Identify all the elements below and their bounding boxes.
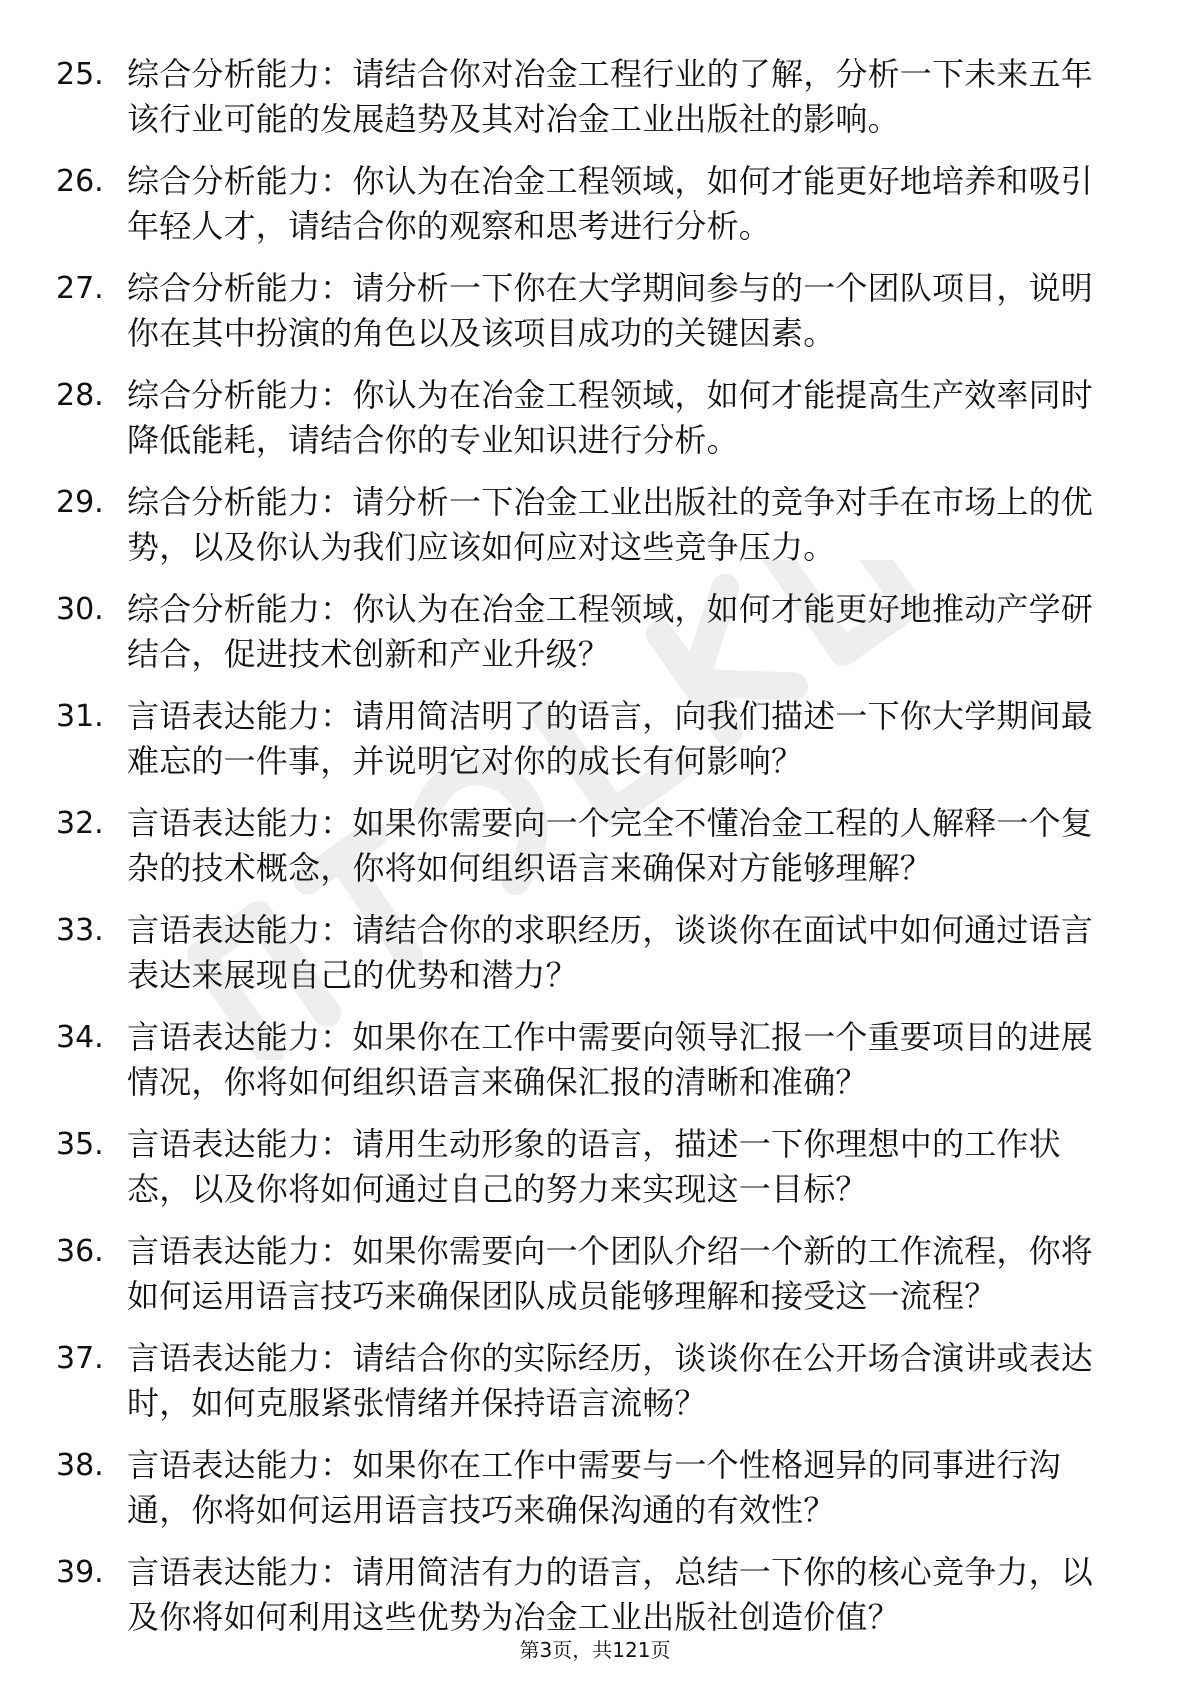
- question-number: 38.: [56, 1448, 104, 1483]
- question-item: [0, 1122, 1190, 1212]
- question-item: [0, 1550, 1190, 1640]
- question-item: [0, 587, 1190, 677]
- question-item: [0, 266, 1190, 356]
- question-item: [0, 373, 1190, 463]
- question-item: [0, 801, 1190, 891]
- question-number: 28.: [56, 378, 104, 413]
- question-number: 34.: [56, 1020, 104, 1055]
- question-item: [0, 52, 1190, 142]
- question-number: 35.: [56, 1127, 104, 1162]
- question-item: [0, 1336, 1190, 1426]
- question-text: 综合分析能力：你认为在冶金工程领域，如何才能提高生产效率同时降低能耗，请结合你的专业知识进行分析。: [127, 376, 1094, 459]
- question-item: [0, 159, 1190, 249]
- question-text: 综合分析能力：你认为在冶金工程领域，如何才能更好地推动产学研结合，促进技术创新和产业升级？: [127, 590, 1094, 673]
- question-number: 36.: [56, 1234, 104, 1269]
- question-number: 32.: [56, 806, 104, 841]
- question-number: 29.: [56, 485, 104, 520]
- question-text: 言语表达能力：请用简洁有力的语言，总结一下你的核心竞争力，以及你将如何利用这些优势为冶金工业出版社创造价值？: [127, 1553, 1094, 1636]
- question-text: 言语表达能力：如果你需要向一个完全不懂冶金工程的人解释一个复杂的技术概念，你将如何组织语言来确保对方能够理解？: [127, 804, 1094, 887]
- question-text: 综合分析能力：你认为在冶金工程领域，如何才能更好地培养和吸引年轻人才，请结合你的观察和思考进行分析。: [127, 162, 1094, 245]
- question-text: 言语表达能力：请用生动形象的语言，描述一下你理想中的工作状态，以及你将如何通过自己的努力来实现这一目标？: [127, 1125, 1061, 1208]
- question-text: 言语表达能力：如果你在工作中需要向领导汇报一个重要项目的进展情况，你将如何组织语言来确保汇报的清晰和准确？: [127, 1018, 1094, 1101]
- question-list: [0, 52, 1190, 1657]
- question-text: 综合分析能力：请结合你对冶金工程行业的了解，分析一下未来五年该行业可能的发展趋势及其对冶金工业出版社的影响。: [127, 55, 1094, 138]
- question-number: 27.: [56, 271, 104, 306]
- question-text: 言语表达能力：请结合你的求职经历，谈谈你在面试中如何通过语言表达来展现自己的优势和潜力？: [127, 911, 1094, 994]
- question-text: 综合分析能力：请分析一下你在大学期间参与的一个团队项目，说明你在其中扮演的角色以及该项目成功的关键因素。: [127, 269, 1094, 352]
- question-text: 综合分析能力：请分析一下冶金工业出版社的竞争对手在市场上的优势，以及你认为我们应该如何应对这些竞争压力。: [127, 483, 1094, 566]
- question-item: [0, 480, 1190, 570]
- question-number: 30.: [56, 592, 104, 627]
- question-number: 25.: [56, 57, 104, 92]
- question-item: [0, 1229, 1190, 1319]
- question-item: [0, 1015, 1190, 1105]
- question-number: 39.: [56, 1555, 104, 1590]
- question-number: 37.: [56, 1341, 104, 1376]
- question-number: 26.: [56, 164, 104, 199]
- question-item: [0, 1443, 1190, 1533]
- question-text: 言语表达能力：请结合你的实际经历，谈谈你在公开场合演讲或表达时，如何克服紧张情绪并保持语言流畅？: [127, 1339, 1094, 1422]
- question-item: [0, 694, 1190, 784]
- question-text: 言语表达能力：如果你需要向一个团队介绍一个新的工作流程，你将如何运用语言技巧来确保团队成员能够理解和接受这一流程？: [127, 1232, 1094, 1315]
- page-number-footer: 第3页，共121页: [519, 1638, 671, 1662]
- question-number: 33.: [56, 913, 104, 948]
- question-item: [0, 908, 1190, 998]
- question-number: 31.: [56, 699, 104, 734]
- question-text: 言语表达能力：如果你在工作中需要与一个性格迥异的同事进行沟通，你将如何运用语言技巧来确保沟通的有效性？: [127, 1446, 1061, 1529]
- question-text: 言语表达能力：请用简洁明了的语言，向我们描述一下你大学期间最难忘的一件事，并说明它对你的成长有何影响？: [127, 697, 1094, 780]
